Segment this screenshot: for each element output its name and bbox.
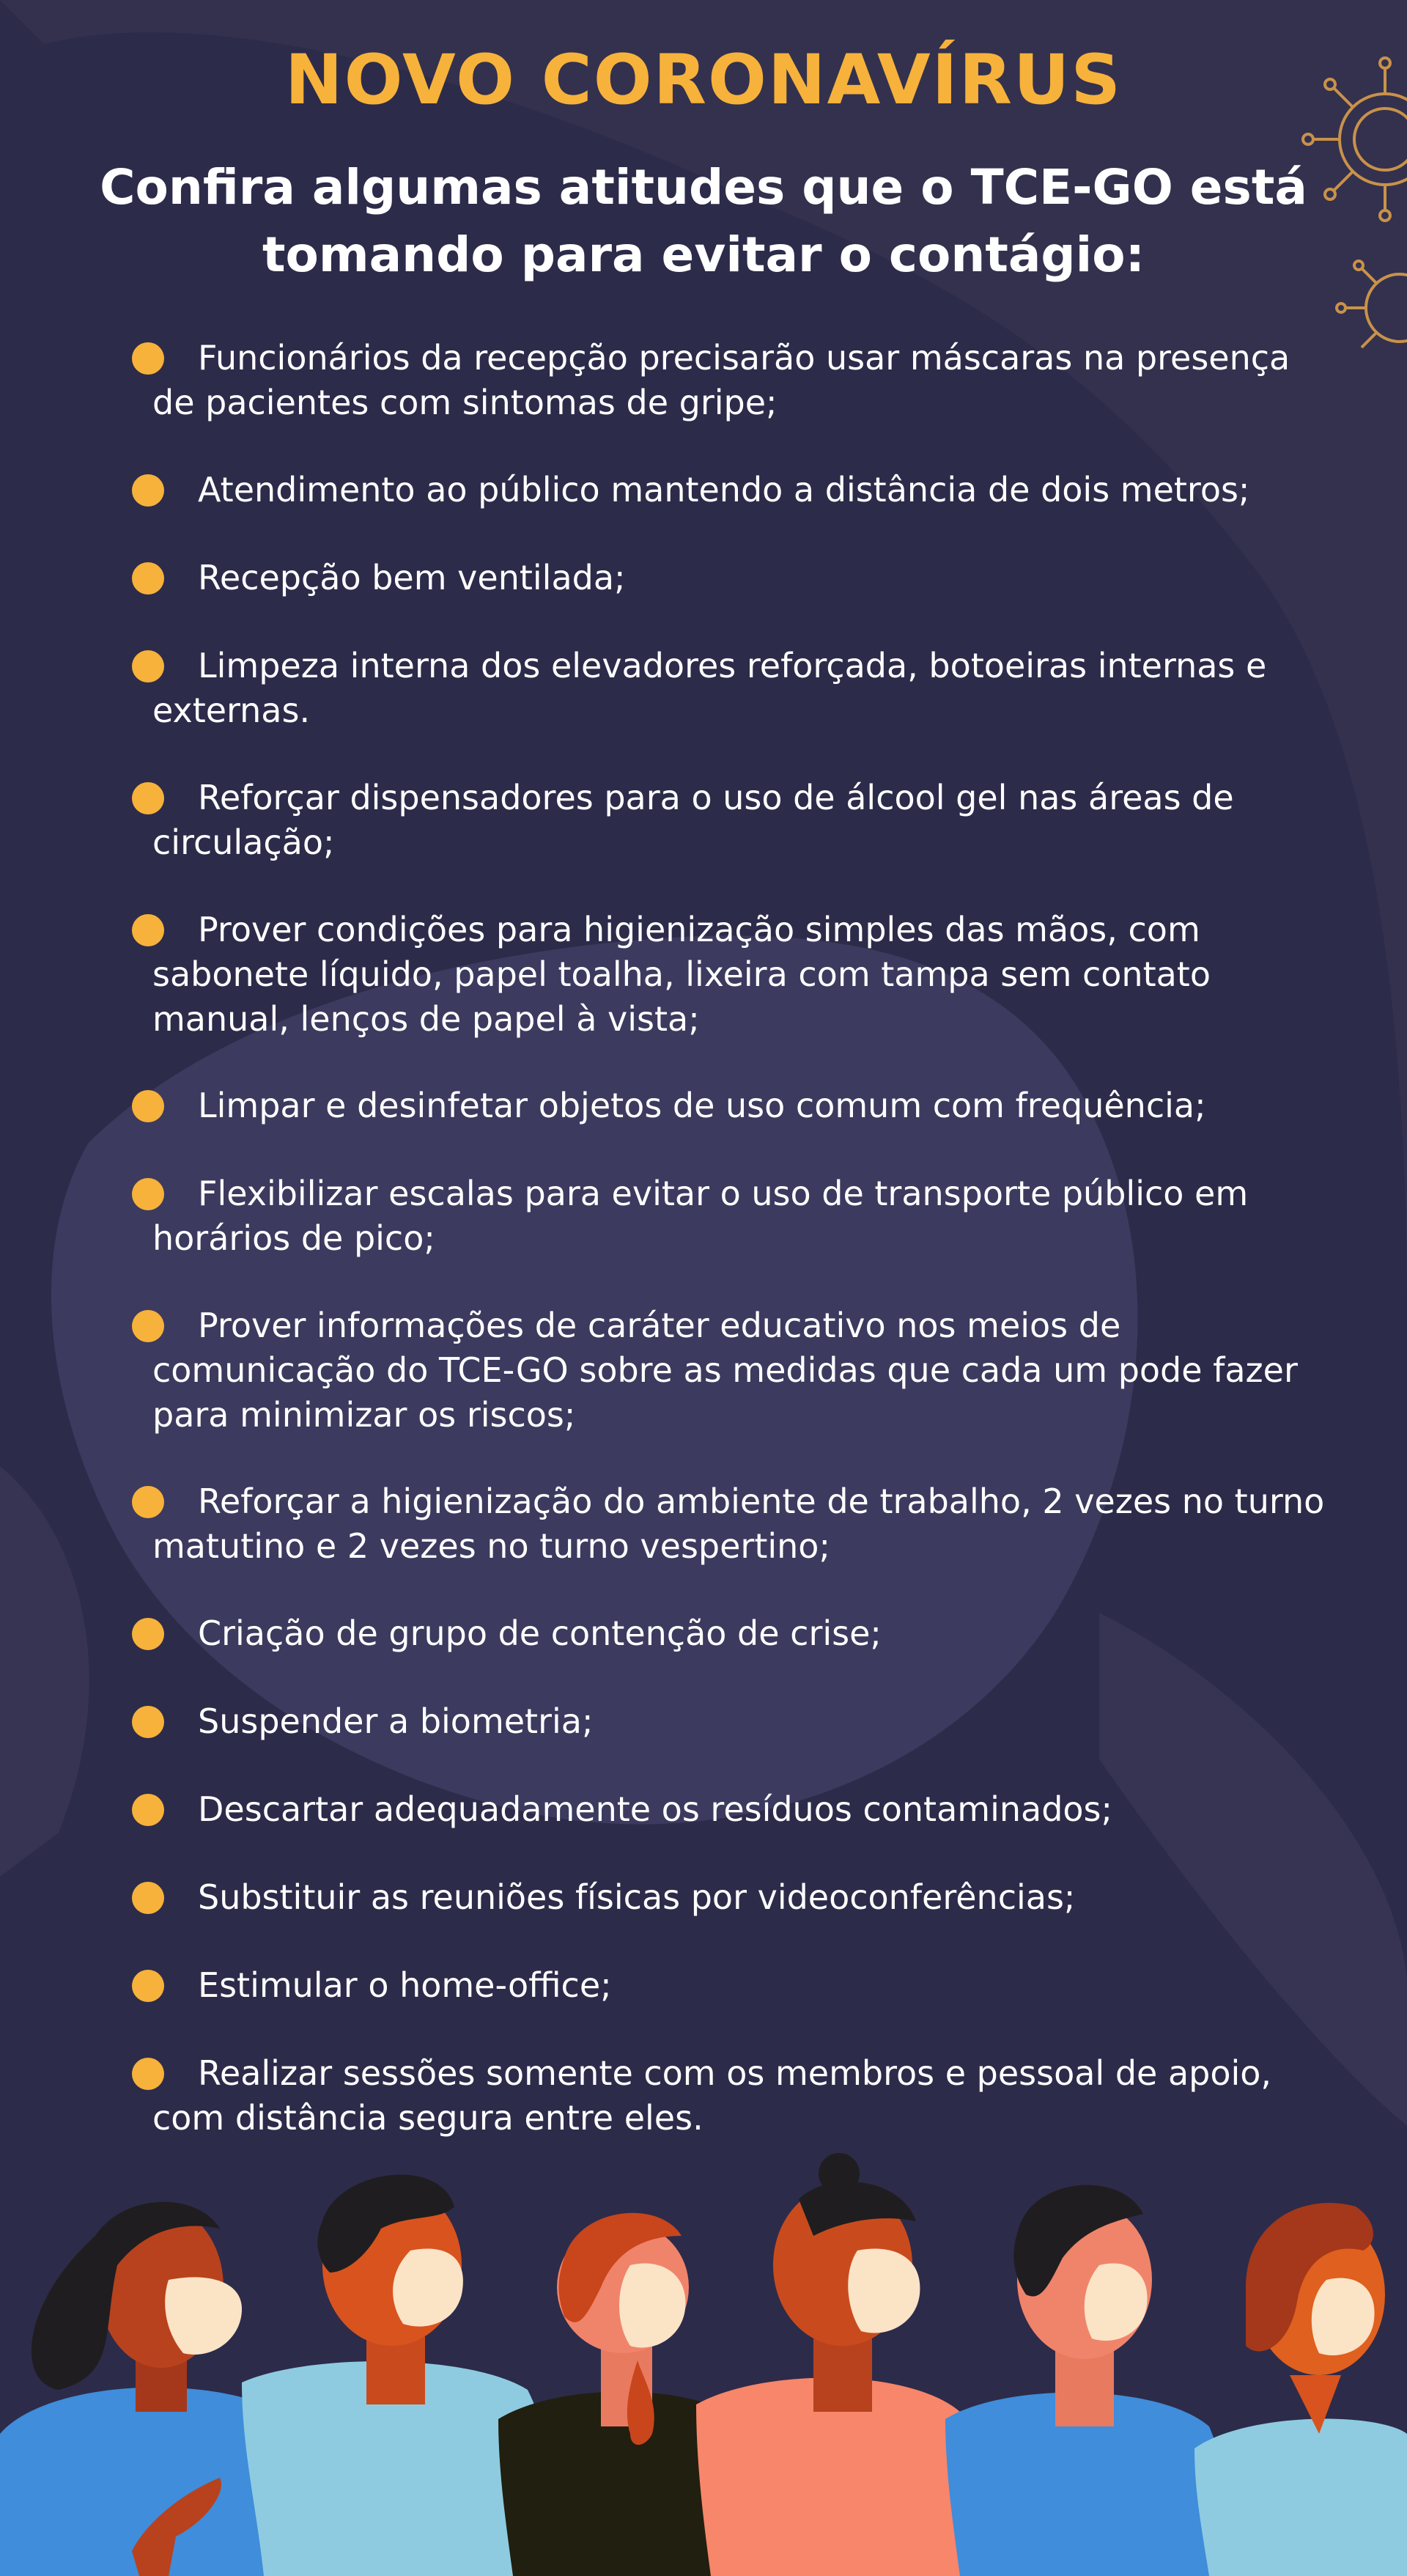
bullet-dot-icon [132, 562, 164, 595]
bullet-dot-icon [132, 1178, 164, 1210]
list-item: Suspender a biometria; [132, 1699, 1334, 1744]
list-item: Limpar e desinfetar objetos de uso comum com frequência; [132, 1083, 1334, 1128]
list-item: Atendimento ao público mantendo a distância de dois metros; [132, 468, 1334, 512]
list-item: Recepção bem ventilada; [132, 556, 1334, 600]
list-item: Estimular o home-office; [132, 1963, 1334, 2008]
bullet-dot-icon [132, 1970, 164, 2002]
page-title: NOVO CORONAVÍRUS [284, 40, 1123, 120]
list-item: Reforçar dispensadores para o uso de álcool gel nas áreas de circulação; [132, 776, 1334, 865]
bullet-dot-icon [132, 2058, 164, 2090]
bullet-dot-icon [132, 1618, 164, 1650]
bullet-dot-icon [132, 1310, 164, 1342]
list-item: Substituir as reuniões físicas por videoconferências; [132, 1875, 1334, 1920]
page-subtitle: Confira algumas atitudes que o TCE-GO está tomando para evitar o contágio: [100, 159, 1307, 283]
list-item: Flexibilizar escalas para evitar o uso de transporte público em horários de pico; [132, 1171, 1334, 1261]
list-item: Reforçar a higienização do ambiente de trabalho, 2 vezes no turno matutino e 2 vezes no turno vespertino; [132, 1479, 1334, 1569]
bullet-dot-icon [132, 1706, 164, 1738]
list-item: Prover informações de caráter educativo nos meios de comunicação do TCE-GO sobre as medidas que cada um pode fazer para minimizar os riscos; [132, 1303, 1334, 1438]
bullet-dot-icon [132, 782, 164, 814]
bullet-dot-icon [132, 1794, 164, 1826]
list-item: Funcionários da recepção precisarão usar máscaras na presença de pacientes com sintomas de gripe; [132, 336, 1334, 425]
bullet-dot-icon [132, 474, 164, 507]
bullet-dot-icon [132, 1486, 164, 1518]
bullet-dot-icon [132, 914, 164, 946]
bullet-dot-icon [132, 1882, 164, 1914]
bullet-dot-icon [132, 650, 164, 682]
bullet-dot-icon [132, 342, 164, 375]
list-item: Limpeza interna dos elevadores reforçada, botoeiras internas e externas. [132, 644, 1334, 733]
list-item: Realizar sessões somente com os membros e pessoal de apoio, com distância segura entre eles. [132, 2051, 1334, 2141]
list-item: Prover condições para higienização simples das mãos, com sabonete líquido, papel toalha, lixeira com tampa sem contato manual, lenços de papel à vista; [132, 908, 1334, 1042]
people-with-masks-illustration [0, 2141, 1407, 2576]
list-item: Criação de grupo de contenção de crise; [132, 1611, 1334, 1656]
bullet-dot-icon [132, 1090, 164, 1122]
list-item: Descartar adequadamente os resíduos contaminados; [132, 1787, 1334, 1832]
